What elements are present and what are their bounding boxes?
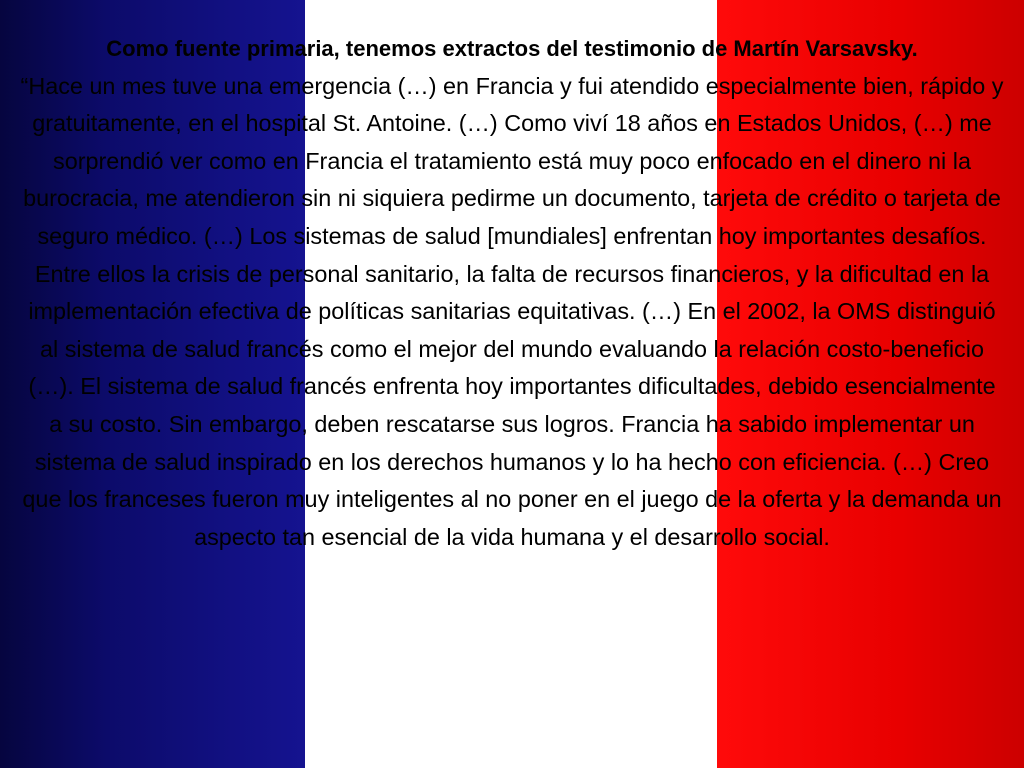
slide-heading: Como fuente primaria, tenemos extractos del testimonio de Martín Varsavsky. xyxy=(106,36,918,61)
slide-text-block xyxy=(20,30,1004,556)
testimony-quote: “Hace un mes tuve una emergencia (…) en Francia y fui atendido especialmente bien, rápido y gratuitamente, en el hospital St. Antoine. (…) Como viví 18 años en Estados Unidos, (…) me sorprendió ver como en Francia el tratamiento está muy poco enfocado en el dinero ni la burocracia, me atendieron sin ni siquiera pedirme un documento, tarjeta de crédito o tarjeta de seguro médico. (…) Los sistemas de salud [mundiales] enfrentan hoy importantes desafíos. Entre ellos la crisis de personal sanitario, la falta de recursos financieros, y la dificultad en la implementación efectiva de políticas sanitarias equitativas. (…) En el 2002, la OMS distinguió al sistema de salud francés como el mejor del mundo evaluando la relación costo-beneficio (…). El sistema de salud francés enfrenta hoy importantes dificultades, debido esencialmente a su costo. Sin embargo, deben rescatarse sus logros. Francia ha sabido implementar un sistema de salud inspirado en los derechos humanos y lo ha hecho con eficiencia. (…) Creo que los franceses fueron muy inteligentes al no poner en el juego de la oferta y la demanda un aspecto tan esencial de la vida humana y el desarrollo social. xyxy=(20,72,1004,550)
